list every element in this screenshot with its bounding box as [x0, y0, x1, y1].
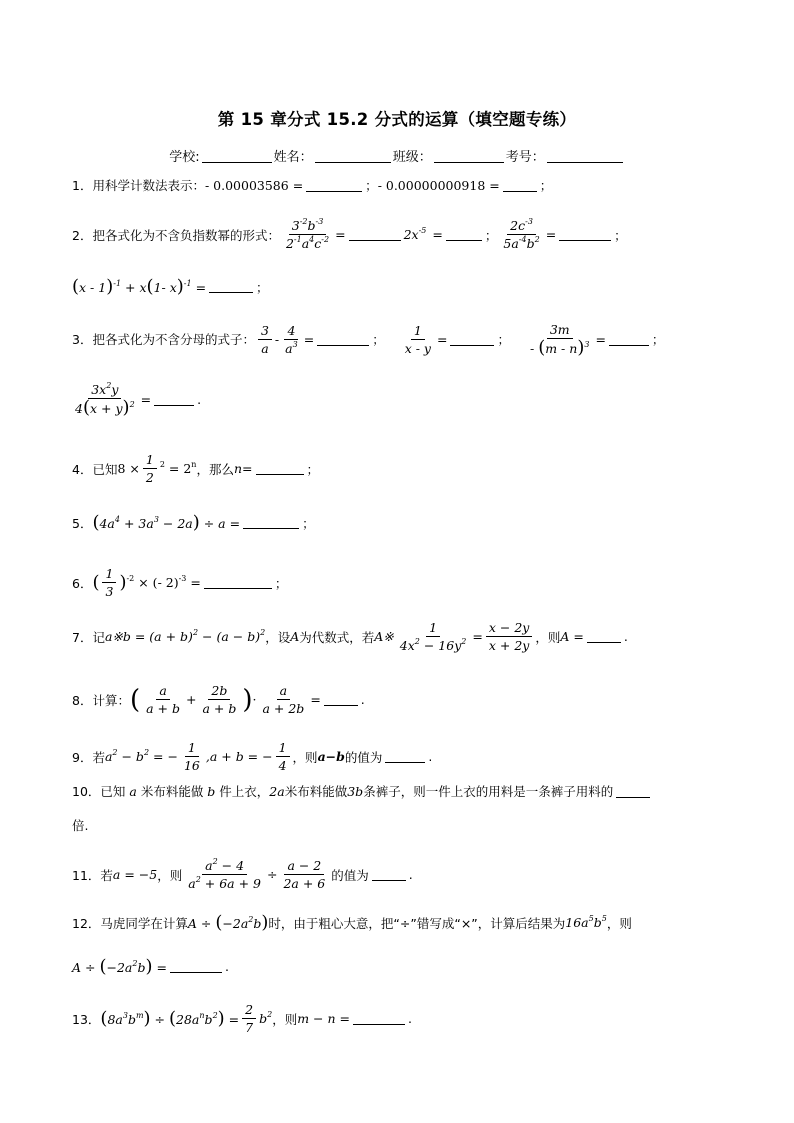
question-1	[72, 176, 734, 194]
name-label: 姓名：	[273, 150, 313, 165]
question-11-mid: ，则	[157, 867, 183, 883]
student-info-row	[0, 146, 794, 165]
answer-blank-11[interactable]	[372, 868, 406, 881]
name-blank[interactable]	[315, 150, 391, 163]
separator: ；	[614, 227, 627, 243]
math-fraction: $\frac{1}{2}$	[143, 452, 157, 485]
separator: ；	[539, 178, 553, 193]
question-8: 8．计算： ( $\frac{a}{a + b}$ + $\frac{2b}{a + b}$ ) · $\frac{a}{a + 2b}$ = .	[72, 683, 365, 716]
question-4-text: 4．已知	[72, 461, 118, 477]
question-1-number-1: - 0.00003586 =	[204, 177, 304, 193]
math-fraction: $\frac{4}{a^3}$	[285, 322, 298, 356]
question-4: 4．已知 8 × $\frac{1}{2}$ $^2 = 2^n$ ，那么 n = ；	[72, 452, 320, 485]
answer-blank-2a[interactable]	[349, 228, 401, 241]
period: .	[428, 749, 433, 764]
math-fraction: $\frac{1}{16}$	[183, 740, 200, 773]
math-fraction: $\frac{a - 2}{2a + 6}$	[283, 858, 326, 891]
answer-blank-2d[interactable]	[209, 280, 253, 293]
math-fraction: $\frac{a^2 - 4}{a^2 + 6a + 9}$	[188, 857, 261, 891]
exam-no-label: 考号：	[505, 150, 545, 165]
period: .	[224, 959, 229, 974]
math-fraction: $\frac{2c^{-3}}{5a^{-4}b^2}$	[503, 217, 540, 251]
separator: ；	[256, 279, 269, 295]
separator: ；	[651, 332, 665, 347]
question-10-part-1: 米布料能做	[140, 784, 204, 799]
question-7-mid-3: ，则	[535, 629, 561, 645]
question-5: 5． $(4a^4 + 3a^3 - 2a) \div a$ = ；	[72, 512, 315, 533]
question-10: 10．已知 a 米布料能做 b 件上衣， 2a 米布料能做 3b 条裤子，则一件上衣的用料是一条裤子用料的	[72, 782, 734, 800]
period: .	[360, 692, 365, 707]
question-3: 3．把各式化为不含分母的式子： $\frac{3}{a}$ - $\frac{4}{a^3}$ = ； $\frac{1}{x - y}$ = ； $\frac{3m}{- (m - n)^3}$ = ；	[72, 322, 665, 358]
question-7: 7．记 a※b = $(a + b)^2 - (a - b)^2$ ，设 A 为代数式，若 A※ $\frac{1}{4x^2 - 16y^2}$ = $\frac{x - 2y}{x + 2y}$ ，则 A = .	[72, 620, 628, 653]
exam-no-blank[interactable]	[547, 150, 623, 163]
question-13-mid: ，则	[272, 1011, 298, 1027]
equals-sign: =	[335, 227, 346, 242]
question-9-tail: 的值为	[344, 749, 383, 765]
answer-blank-2c[interactable]	[559, 228, 611, 241]
answer-blank-3a[interactable]	[317, 333, 369, 346]
answer-blank-8[interactable]	[324, 693, 358, 706]
question-13-text: 13．	[72, 1011, 101, 1027]
school-blank[interactable]	[202, 150, 272, 163]
equals-sign: =	[432, 227, 443, 242]
question-8-text: 8．计算：	[72, 692, 130, 708]
separator: ；	[302, 515, 315, 531]
answer-blank-9[interactable]	[385, 750, 425, 763]
question-1-number-2: - 0.00000000918 =	[377, 177, 500, 193]
answer-blank-4[interactable]	[256, 462, 304, 475]
question-2	[72, 218, 734, 251]
question-10-text: 10．已知	[72, 784, 126, 799]
question-9: 9．若 $a^2 - b^2$ = − $\frac{1}{16}$ ,a + b = − $\frac{1}{4}$ ，则 a−b 的值为 .	[72, 740, 433, 773]
answer-blank-7[interactable]	[587, 630, 621, 643]
question-9-mid: ，则	[292, 749, 318, 765]
math-fraction: $\frac{x - 2y}{x + 2y}$	[486, 620, 533, 653]
question-11-text: 11．若	[72, 867, 113, 883]
answer-blank-10[interactable]	[616, 785, 650, 798]
separator: ；	[365, 178, 378, 193]
question-7-text: 7．记	[72, 629, 105, 645]
math-fraction: $\frac{a}{a + 2b}$	[262, 683, 305, 716]
math-fraction: $\frac{3x^2y}{4(x + y)^2}$	[75, 381, 135, 418]
question-12-tail: ，则	[606, 915, 632, 931]
question-11-tail: 的值为	[331, 867, 369, 883]
question-4-mid: ，那么	[196, 461, 234, 477]
equals-sign: =	[242, 461, 253, 476]
equals-sign: =	[595, 331, 606, 347]
question-10-part-4: 条裤子，则一件上衣的用料是一条裤子用料的	[363, 784, 614, 799]
question-5-text: 5．	[72, 515, 93, 531]
separator: ；	[274, 575, 288, 591]
question-12-continued: $A \div (-2a^2b)$ = .	[72, 956, 229, 977]
question-6-text: 6．	[72, 575, 93, 591]
question-10-line-2: 倍.	[72, 818, 89, 833]
question-7-mid-2: 为代数式，若	[299, 629, 375, 645]
period: .	[197, 391, 202, 407]
page-title: 第 15 章分式 15.2 分式的运算（填空题专练）	[217, 110, 577, 129]
question-10-part-3: 米布料能做	[284, 784, 348, 799]
question-3-continued: $\frac{3x^2y}{4(x + y)^2}$ = .	[72, 382, 734, 416]
question-2-continued	[72, 276, 734, 297]
question-1-text: 1．用科学计数法表示：	[72, 178, 205, 193]
answer-blank-1a[interactable]	[306, 179, 362, 192]
equals-sign: =	[303, 331, 315, 347]
equals-sign: =	[545, 227, 557, 242]
answer-blank-5[interactable]	[243, 516, 299, 529]
class-label: 班级：	[392, 150, 432, 165]
question-7-mid-1: ，设	[265, 629, 291, 645]
math-fraction: $\frac{3^{-2}b^{-3}}{2^{-1}a^4c^{-2}}$	[285, 217, 330, 251]
math-fraction: $\frac{1}{3}$	[102, 566, 116, 599]
math-fraction: $\frac{1}{x - y}$	[404, 322, 431, 356]
question-11: 11．若 a = −5 ，则 $\frac{a^2 - 4}{a^2 + 6a + 9}$ ÷ $\frac{a - 2}{2a + 6}$ 的值为 .	[72, 857, 413, 891]
math-expression: (x - 1)$^{-1}$ + x(1- x)$^{-1}$ =	[72, 276, 207, 297]
question-12-text: 12．马虎同学在计算	[72, 915, 188, 931]
answer-blank-2b[interactable]	[446, 228, 482, 241]
answer-blank-12[interactable]	[170, 960, 222, 973]
question-9-text: 9．若	[72, 749, 105, 765]
question-2-text: 2．把各式化为不含负指数幂的形式：	[72, 227, 280, 243]
answer-blank-13[interactable]	[353, 1012, 405, 1025]
math-fraction: $\frac{1}{4x^2 - 16y^2}$	[399, 620, 467, 653]
question-12: 12．马虎同学在计算 $A \div (-2a^2b)$ 时，由于粗心大意，把“÷”错写成“×”，计算后结果为 $16a^5b^5$ ，则	[72, 912, 632, 933]
separator: ；	[484, 227, 498, 243]
answer-blank-6[interactable]	[204, 576, 272, 589]
separator: ；	[372, 332, 385, 347]
answer-blank-3d[interactable]	[154, 393, 194, 406]
separator: ；	[306, 461, 320, 477]
period: .	[408, 1011, 412, 1026]
question-10-continued	[72, 816, 734, 834]
question-12-mid: 时，由于粗心大意，把“÷”错写成“×”，计算后结果为	[268, 915, 566, 931]
math-fraction: $\frac{a}{a + b}$	[146, 683, 180, 716]
answer-blank-3b[interactable]	[450, 333, 494, 346]
question-3-text: 3．把各式化为不含分母的式子：	[72, 332, 255, 347]
math-expression: $2x^{-5}$	[403, 226, 427, 242]
school-label: 学校:	[169, 150, 200, 165]
question-13: 13． $(8a^3b^m) \div (28a^nb^2)$ = $\frac{2}{7}$ $b^2$ ，则 m − n = .	[72, 1002, 412, 1035]
separator: ；	[497, 332, 510, 347]
math-fraction: $\frac{1}{4}$	[276, 740, 290, 773]
math-fraction: $\frac{3}{a}$	[258, 323, 272, 356]
equals-sign: =	[437, 331, 448, 347]
question-6: 6． ( $\frac{1}{3}$ ) $^{-2}$ × (- 2)$^{-3}$ = ；	[72, 566, 288, 599]
answer-blank-1b[interactable]	[503, 179, 537, 192]
math-fraction: $\frac{2b}{a + b}$	[202, 683, 237, 716]
question-10-part-2: 件上衣，	[219, 784, 270, 799]
period: .	[408, 867, 413, 882]
math-fraction: $\frac{3m}{- (m - n)^3}$	[530, 322, 590, 358]
class-blank[interactable]	[434, 150, 504, 163]
math-fraction: $\frac{2}{7}$	[242, 1002, 256, 1035]
period: .	[623, 629, 628, 644]
answer-blank-3c[interactable]	[609, 333, 649, 346]
